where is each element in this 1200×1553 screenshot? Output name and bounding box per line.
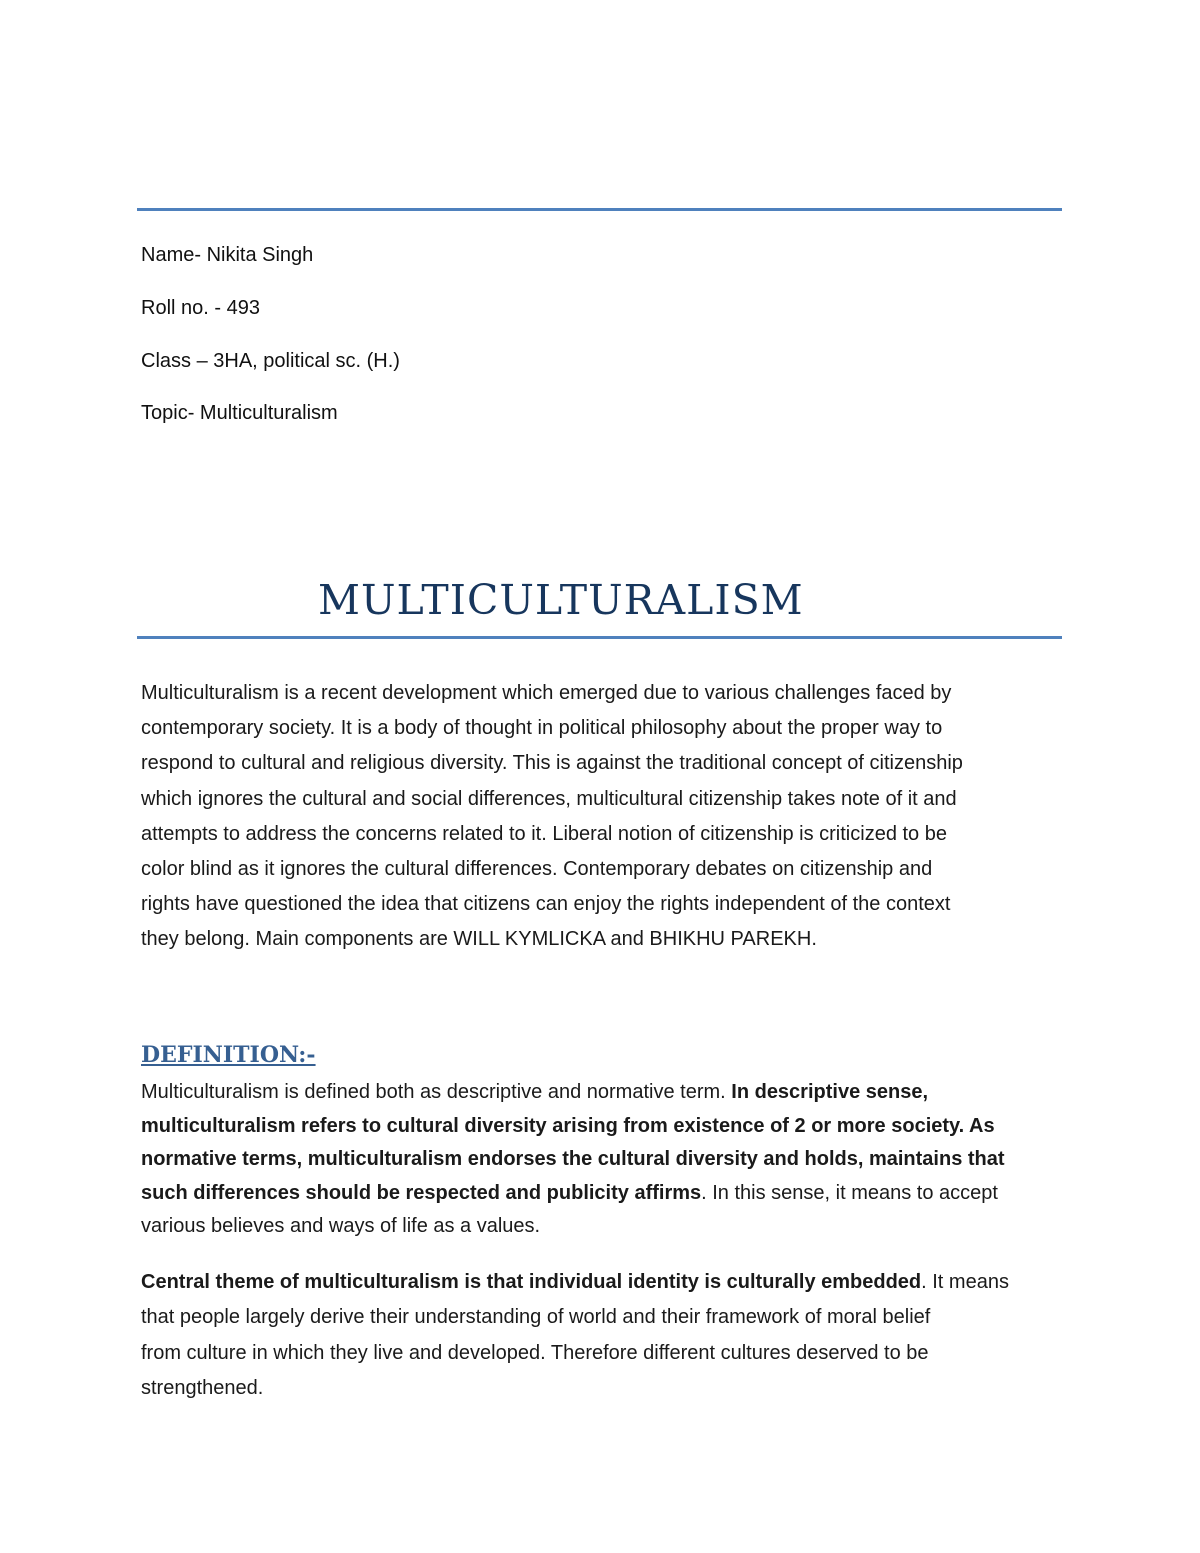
definition-bold-line: multiculturalism refers to cultural diversity arising from existence of 2 or more society. As (141, 1114, 995, 1137)
definition-line (141, 1076, 1066, 1110)
definition-bold-text: such differences should be respected and publicity affirms (141, 1181, 702, 1204)
definition-line (141, 1177, 1066, 1211)
theme-text: . It means (921, 1271, 1009, 1293)
definition-text: Multiculturalism is defined both as descriptive and normative term. (141, 1081, 732, 1103)
intro-line: attempts to address the concerns related to it. Liberal notion of citizenship is criticized to be (141, 822, 947, 845)
theme-line (141, 1265, 1066, 1300)
roll-number: Roll no. - 493 (141, 297, 260, 319)
document-title: MULTICULTURALISM (318, 576, 804, 624)
intro-line: which ignores the cultural and social differences, multicultural citizenship takes note of it and (141, 787, 957, 810)
class-info: Class – 3HA, political sc. (H.) (141, 350, 400, 372)
theme-line: from culture in which they live and developed. Therefore different cultures deserved to be (141, 1341, 929, 1364)
intro-line: rights have questioned the idea that citizens can enjoy the rights independent of the context (141, 893, 951, 916)
theme-line: strengthened. (141, 1376, 264, 1399)
title-rule (137, 636, 1062, 639)
intro-line: they belong. Main components are WILL KYMLICKA and BHIKHU PAREKH. (141, 928, 817, 951)
definition-heading: DEFINITION:- (141, 1042, 316, 1068)
intro-line: contemporary society. It is a body of thought in political philosophy about the proper way to (141, 717, 943, 740)
definition-text: . In this sense, it means to accept (701, 1181, 998, 1204)
header-rule (137, 208, 1062, 211)
definition-paragraph (141, 1076, 1066, 1244)
topic-info: Topic- Multiculturalism (141, 402, 338, 424)
intro-line: color blind as it ignores the cultural differences. Contemporary debates on citizenship and (141, 858, 933, 881)
definition-bold-line: normative terms, multiculturalism endorses the cultural diversity and holds, maintains that (141, 1148, 1005, 1170)
theme-line: that people largely derive their understanding of world and their framework of moral belief (141, 1306, 931, 1329)
definition-line: various believes and ways of life as a values. (141, 1215, 541, 1237)
intro-paragraph (141, 676, 1066, 958)
intro-line: respond to cultural and religious diversity. This is against the traditional concept of citizenship (141, 752, 963, 775)
central-theme-paragraph (141, 1265, 1066, 1406)
student-name: Name- Nikita Singh (141, 244, 314, 266)
intro-line: Multiculturalism is a recent development which emerged due to various challenges faced by (141, 682, 952, 704)
definition-bold-text: In descriptive sense, (731, 1081, 929, 1103)
theme-bold-text: Central theme of multiculturalism is that individual identity is culturally embedded (141, 1271, 922, 1293)
